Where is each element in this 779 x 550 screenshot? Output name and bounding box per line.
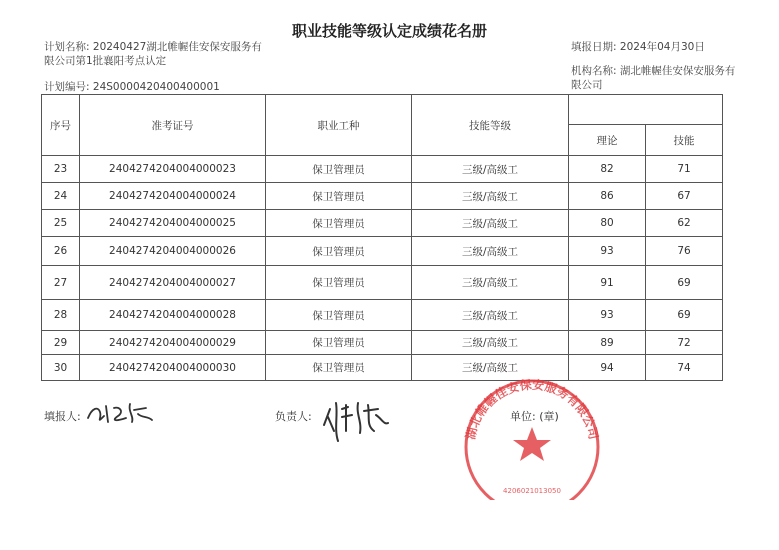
fill-date	[571, 40, 705, 54]
cell-level: 三级/高级工	[412, 237, 569, 266]
page-title: 职业技能等级认定成绩花名册	[291, 22, 487, 40]
cell-ticket: 2404274204004000026	[80, 237, 266, 266]
plan-number	[44, 80, 220, 94]
cell-skill: 69	[646, 300, 723, 331]
seal-star-icon	[513, 427, 551, 461]
cell-occupation: 保卫管理员	[266, 331, 412, 355]
cell-level: 三级/高级工	[412, 156, 569, 183]
cell-level: 三级/高级工	[412, 183, 569, 210]
cell-theory: 94	[569, 355, 646, 381]
cell-ticket: 2404274204004000024	[80, 183, 266, 210]
cell-ticket: 2404274204004000030	[80, 355, 266, 381]
cell-theory: 80	[569, 210, 646, 237]
cell-skill: 67	[646, 183, 723, 210]
cell-theory: 89	[569, 331, 646, 355]
cell-skill: 72	[646, 331, 723, 355]
header-level: 技能等级	[412, 95, 569, 156]
cell-skill: 74	[646, 355, 723, 381]
cell-ticket: 2404274204004000027	[80, 266, 266, 300]
cell-theory: 86	[569, 183, 646, 210]
cell-occupation: 保卫管理员	[266, 355, 412, 381]
table-row	[42, 183, 723, 210]
table-row	[42, 237, 723, 266]
org-name-label: 机构名称:	[571, 65, 620, 77]
table-row	[42, 266, 723, 300]
cell-seq: 24	[42, 183, 80, 210]
cell-seq: 25	[42, 210, 80, 237]
cell-level: 三级/高级工	[412, 266, 569, 300]
cell-ticket: 2404274204004000029	[80, 331, 266, 355]
table-header-row	[42, 95, 723, 125]
cell-level: 三级/高级工	[412, 355, 569, 381]
cell-theory: 82	[569, 156, 646, 183]
responsible-label: 负责人:	[275, 410, 312, 423]
cell-skill: 76	[646, 237, 723, 266]
table-row	[42, 210, 723, 237]
cell-seq: 27	[42, 266, 80, 300]
cell-skill: 71	[646, 156, 723, 183]
table-row	[42, 300, 723, 331]
seal-code: 4206021013050	[503, 487, 561, 495]
plan-name-label: 计划名称:	[44, 41, 93, 53]
header-score-group	[569, 95, 723, 125]
cell-seq: 30	[42, 355, 80, 381]
table-row	[42, 156, 723, 183]
cell-occupation: 保卫管理员	[266, 300, 412, 331]
plan-number-label: 计划编号:	[44, 81, 93, 93]
cell-seq: 28	[42, 300, 80, 331]
cell-seq: 23	[42, 156, 80, 183]
cell-level: 三级/高级工	[412, 300, 569, 331]
cell-level: 三级/高级工	[412, 331, 569, 355]
plan-number-value: 24S0000420400400001	[92, 81, 220, 93]
cell-occupation: 保卫管理员	[266, 266, 412, 300]
table-row	[42, 355, 723, 381]
cell-theory: 93	[569, 300, 646, 331]
header-theory: 理论	[569, 125, 646, 156]
cell-level: 三级/高级工	[412, 210, 569, 237]
header-ticket: 准考证号	[80, 95, 266, 156]
cell-ticket: 2404274204004000028	[80, 300, 266, 331]
cell-theory: 91	[569, 266, 646, 300]
seal-org-text: 湖北帷幄佳安保安服务有限公司	[463, 377, 601, 441]
cell-skill: 69	[646, 266, 723, 300]
score-table	[41, 94, 723, 381]
cell-seq: 29	[42, 331, 80, 355]
cell-ticket: 2404274204004000023	[80, 156, 266, 183]
cell-occupation: 保卫管理员	[266, 210, 412, 237]
table-row	[42, 331, 723, 355]
responsible-signature	[318, 395, 398, 445]
plan-name	[44, 40, 269, 68]
plan-name-value: 20240427湖北帷幄佳安保安服务有限公司第1批襄阳考点认定	[44, 41, 262, 67]
cell-seq: 26	[42, 237, 80, 266]
cell-occupation: 保卫管理员	[266, 237, 412, 266]
header-skill: 技能	[646, 125, 723, 156]
unit-label: 单位: (章)	[510, 410, 559, 423]
company-seal	[452, 375, 612, 500]
header-occupation: 职业工种	[266, 95, 412, 156]
org-name	[571, 64, 741, 92]
cell-ticket: 2404274204004000025	[80, 210, 266, 237]
fill-date-value: 2024年04月30日	[619, 41, 705, 53]
org-name-value: 湖北帷幄佳安保安服务有限公司	[571, 65, 736, 91]
cell-skill: 62	[646, 210, 723, 237]
fill-date-label: 填报日期:	[571, 41, 620, 53]
filler-label: 填报人:	[44, 410, 81, 423]
header-seq: 序号	[42, 95, 80, 156]
cell-occupation: 保卫管理员	[266, 183, 412, 210]
cell-theory: 93	[569, 237, 646, 266]
cell-occupation: 保卫管理员	[266, 156, 412, 183]
filler-signature	[84, 398, 159, 428]
